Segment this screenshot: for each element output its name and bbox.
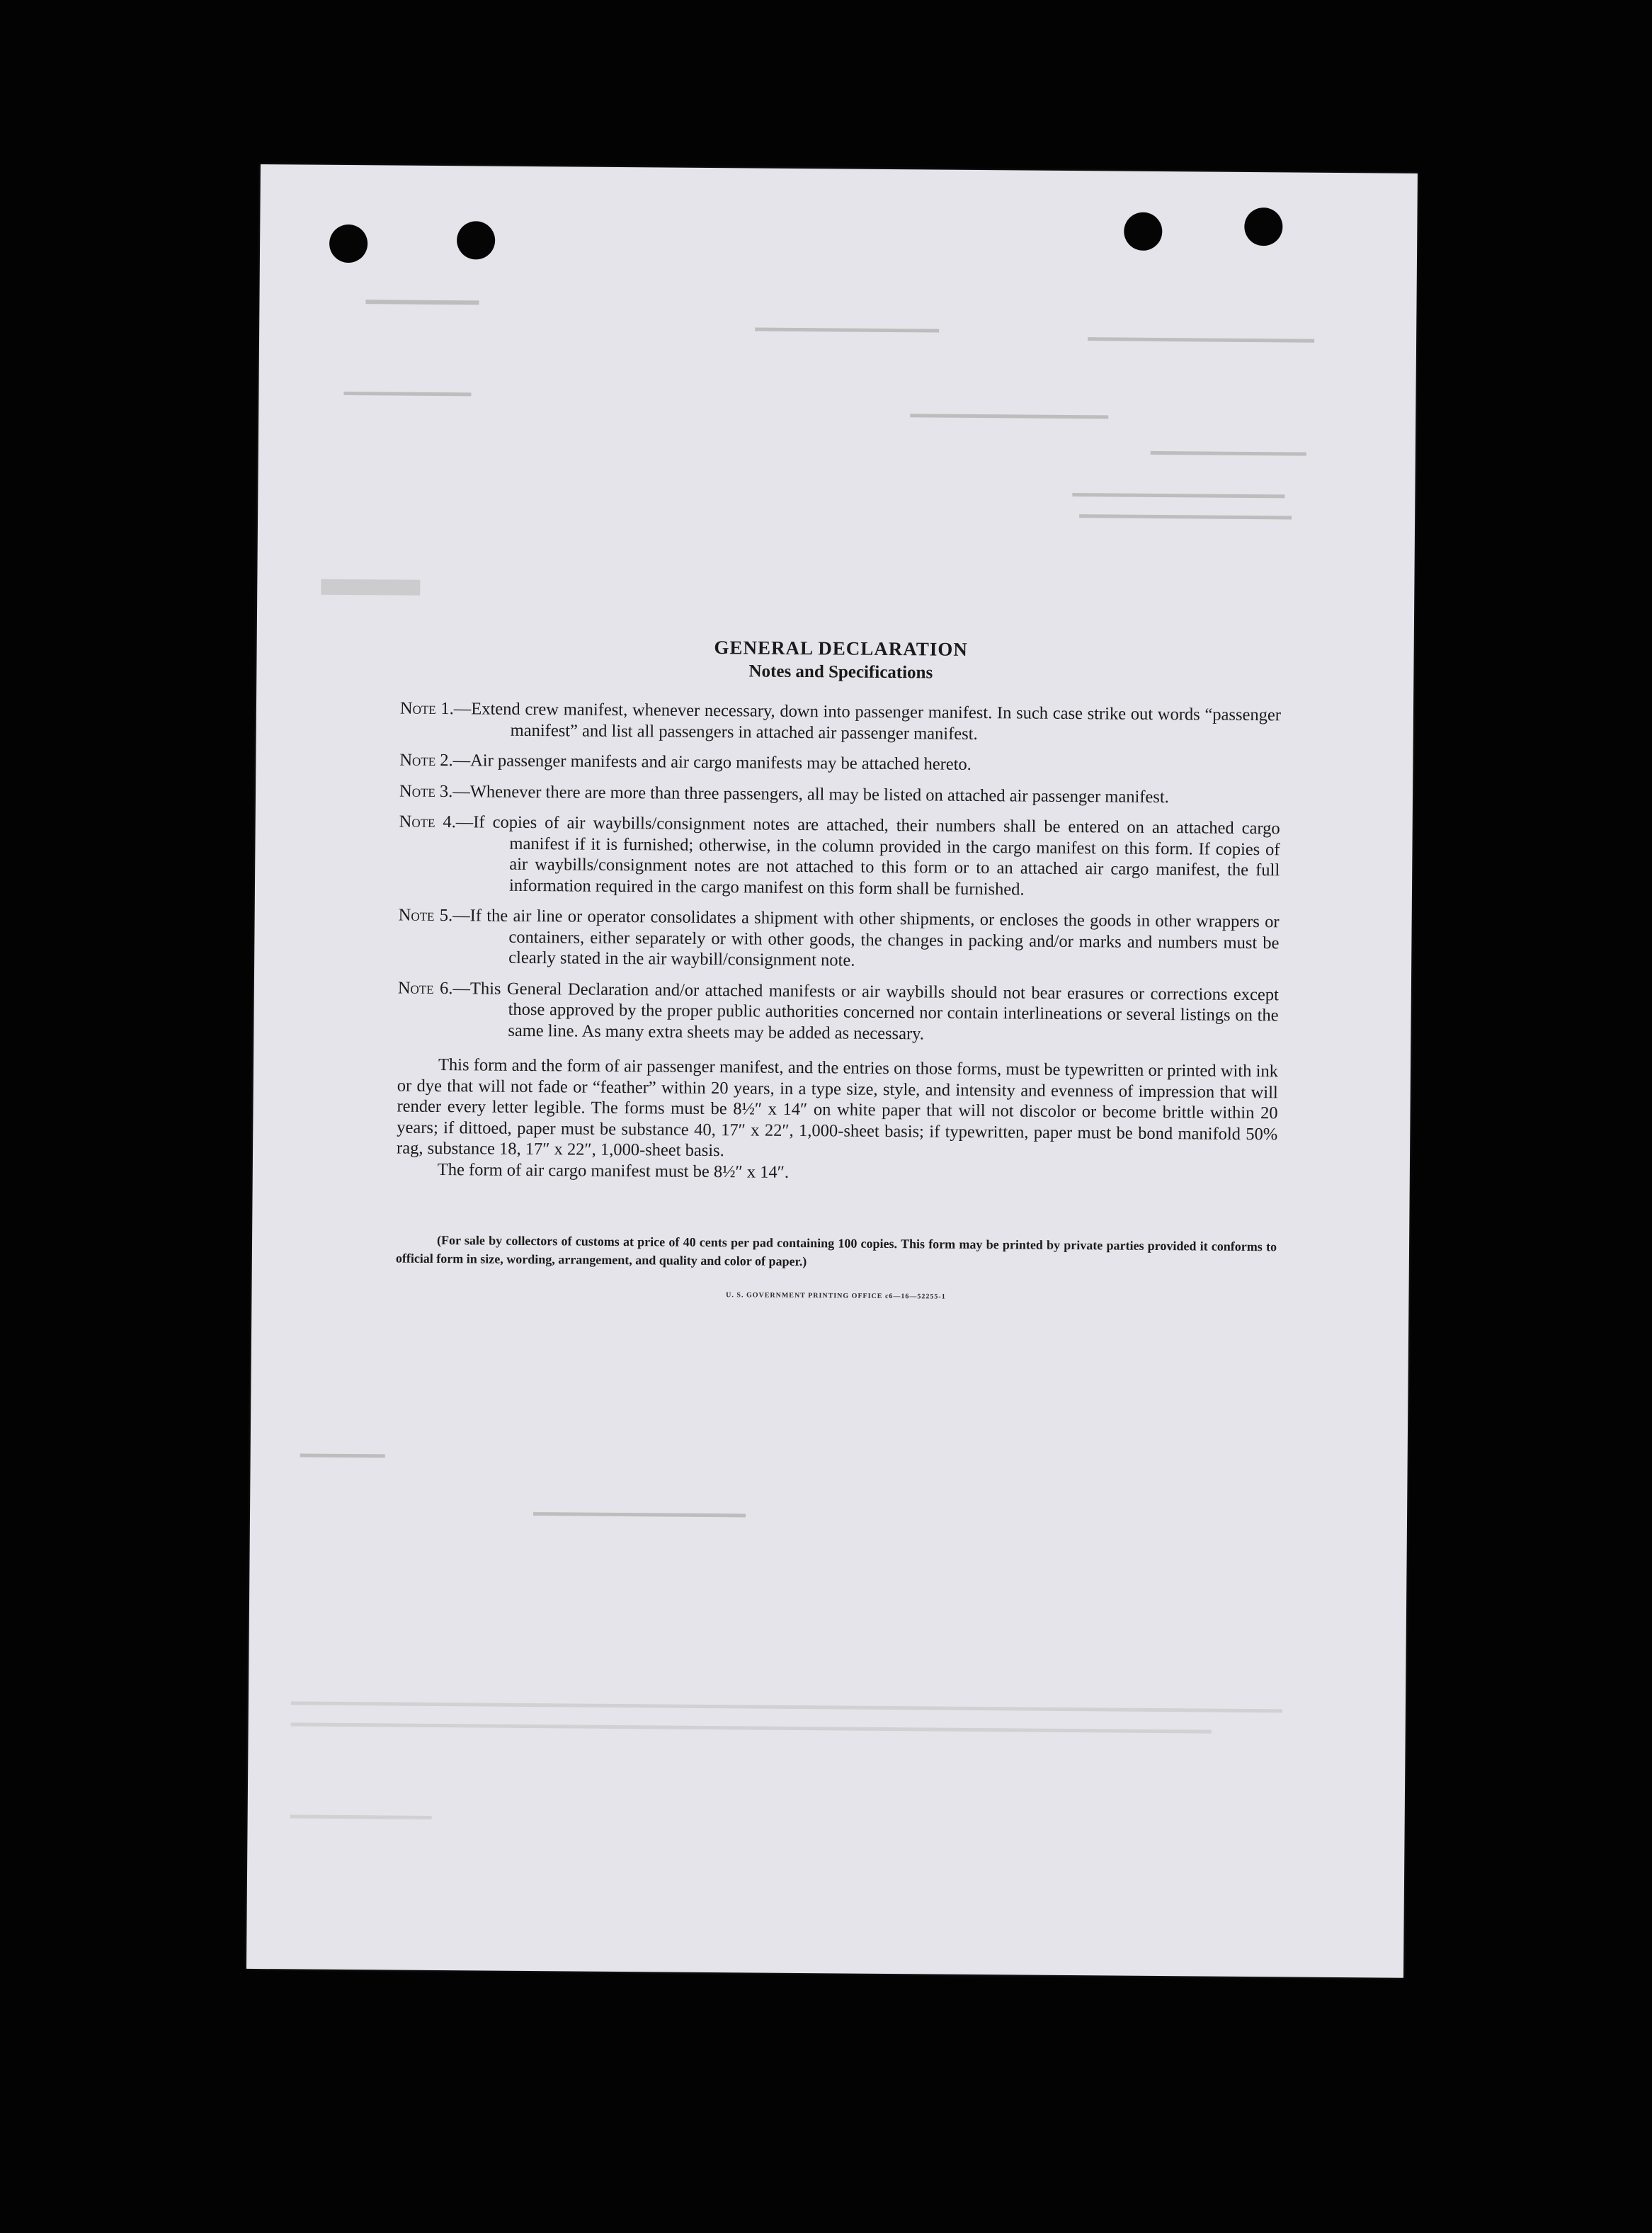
bleed-through-mark	[300, 1453, 385, 1458]
declaration-notes	[395, 633, 1281, 1311]
paper-sheet	[246, 164, 1418, 1978]
punch-hole-1	[329, 225, 368, 263]
bleed-through-mark	[910, 414, 1108, 419]
bleed-through-mark	[1079, 514, 1292, 519]
note-text: —This General Declaration and/or attached manifests or air waybills should not bear erasures or corrections except those approved by the proper public authorities concerned nor contain interlineations or several listings on the same line. As many extra sheets may be added as necessary.	[452, 978, 1279, 1043]
note-label: Note 6.	[397, 978, 453, 998]
note-label: Note 4.	[399, 812, 456, 832]
bleed-through-mark	[343, 392, 471, 396]
note-2	[399, 750, 1280, 778]
bleed-through-mark	[365, 300, 479, 305]
note-label: Note 3.	[399, 781, 453, 801]
cargo-manifest-size-note: The form of air cargo manifest must be 8½″ x 14″.	[437, 1159, 790, 1182]
bleed-through-mark	[321, 579, 420, 596]
bleed-through-mark	[291, 1722, 1212, 1733]
document-subtitle: Notes and Specifications	[748, 661, 933, 683]
note-text: —Air passenger manifests and air cargo manifests may be attached hereto.	[452, 751, 972, 774]
printer-imprint: U. S. GOVERNMENT PRINTING OFFICE c6—16—52255-1	[726, 1291, 946, 1301]
note-label: Note 1.	[399, 698, 454, 719]
bleed-through-mark	[533, 1512, 746, 1517]
note-text: —Whenever there are more than three passengers, all may be listed on attached air passenger manifest.	[452, 781, 1169, 807]
note-label: Note 5.	[398, 905, 453, 926]
bleed-through-mark	[290, 1814, 432, 1819]
note-5	[398, 905, 1280, 975]
punch-hole-4	[1244, 208, 1282, 246]
sale-notice: (For sale by collectors of customs at price of 40 cents per pad containing 100 copies. This form may be printed by private parties provided it conforms to official form in size, wording, arrangement, and quality and color of paper.)	[395, 1233, 1277, 1269]
note-6	[397, 977, 1279, 1047]
note-text: —Extend crew manifest, whenever necessary, down into passenger manifest. In such case strike out words “passenger manifest” and list all passengers in attached air passenger manifest.	[453, 699, 1282, 744]
bleed-through-mark	[755, 327, 939, 332]
note-4	[399, 812, 1280, 902]
bleed-through-mark	[1151, 451, 1306, 456]
note-text: —If the air line or operator consolidates a shipment with other shipments, or encloses the goods in other wrappers or containers, either separately or with other goods, the changes in packing and/or marks and numbers must be clearly stated in the air waybill/consignment note.	[452, 906, 1280, 970]
bleed-through-mark	[1088, 337, 1314, 343]
punch-hole-3	[1124, 212, 1162, 251]
document-title: GENERAL DECLARATION	[714, 637, 968, 660]
note-text: —If copies of air waybills/consignment notes are attached, their numbers shall be entered on an attached cargo manifest if it is furnished; otherwise, in the column provided in the cargo manifest on this form. If copies of air waybills/consignment notes are not attached to this form or to an attached air cargo manifest, the full information required in the cargo manifest on this form shall be furnished.	[455, 812, 1280, 899]
bleed-through-mark	[291, 1701, 1282, 1712]
bleed-through-mark	[1072, 493, 1284, 498]
note-1	[400, 698, 1281, 747]
specifications-paragraph: This form and the form of air passenger manifest, and the entries on those forms, must be typewritten or printed with ink or dye that will not fade or “feather” within 20 years, in a type size, style, and intensity and evenness of impression that will render every letter legible. The forms must be 8½″ x 14″ on white paper that will not discolor or become brittle within 20 years; if dittoed, paper must be substance 40, 17″ x 22″, 1,000-sheet basis; if typewritten, paper must be bond manifold 50% rag, substance 18, 17″ x 22″, 1,000-sheet basis.	[396, 1055, 1279, 1161]
note-label: Note 2.	[399, 750, 453, 771]
punch-hole-2	[457, 221, 495, 259]
note-3	[399, 780, 1280, 808]
